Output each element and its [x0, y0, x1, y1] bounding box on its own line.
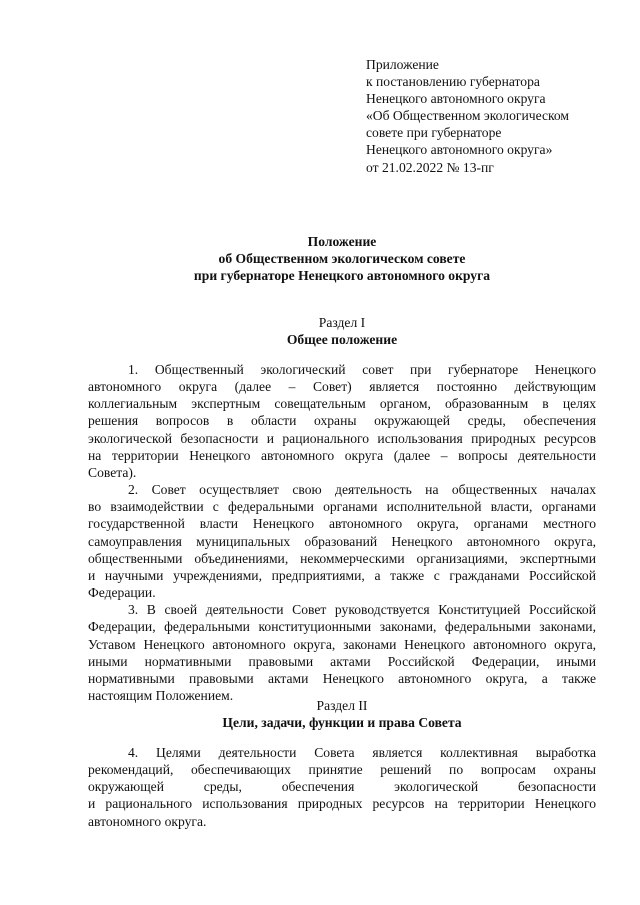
text-line: Совета).: [88, 464, 137, 480]
paragraph-4: [88, 744, 596, 830]
text-line: автономного округа.: [88, 813, 207, 829]
text-line: окружающей среды, обеспечения экологической безопасности: [88, 779, 596, 795]
title-line: Положение: [307, 234, 377, 249]
text-line: Уставом Ненецкого автономного округа, законами Ненецкого автономного округа,: [88, 636, 596, 652]
text-line: 2. Совет осуществляет свою деятельность на общественных началах: [128, 482, 596, 498]
section-2-body: [88, 744, 596, 830]
section-label: Раздел I: [318, 315, 366, 330]
text-line: Федерации.: [88, 585, 156, 601]
text-line: иными нормативными правовыми актами Российской Федерации, иными: [88, 653, 596, 669]
section-label: Раздел II: [316, 698, 368, 713]
section-1-heading: [88, 314, 596, 348]
text-line: самоуправления муниципальных образований Ненецкого автономного округа,: [88, 533, 596, 549]
appendix-header: [366, 56, 616, 176]
paragraph-1: [88, 361, 596, 481]
text-line: экологической безопасности и рационального использования природных ресурсов: [88, 430, 596, 446]
appendix-line: «Об Общественном экологическом: [366, 108, 570, 124]
text-line: во взаимодействии с федеральными органами исполнительной власти, органами: [88, 499, 596, 515]
text-line: на территории Ненецкого автономного округа (далее – вопросы деятельности: [88, 447, 596, 463]
paragraph-3: [88, 601, 596, 704]
appendix-line: Ненецкого автономного округа: [366, 91, 546, 107]
title-line: об Общественном экологическом совете: [218, 251, 466, 267]
appendix-line: совете при губернаторе: [366, 125, 502, 141]
text-line: государственной власти Ненецкого автономного округа, органами местного: [88, 516, 596, 532]
section-name: Общее положение: [286, 332, 398, 348]
text-line: 3. В своей деятельности Совет руководствуется Конституцией Российской: [128, 602, 596, 618]
text-line: 1. Общественный экологический совет при губернаторе Ненецкого: [128, 362, 596, 377]
text-line: нормативными правовыми актами Ненецкого автономного округа, а также: [88, 670, 596, 686]
appendix-line: Приложение: [366, 57, 439, 72]
section-name: Цели, задачи, функции и права Совета: [222, 715, 462, 731]
text-line: решения вопросов в области охраны окружающей среды, обеспечения: [88, 413, 596, 429]
text-line: автономного округа (далее – Совет) является постоянно действующим: [88, 379, 596, 395]
text-line: общественными объединениями, некоммерческими организациями, экспертными: [88, 550, 596, 566]
text-line: настоящим Положением.: [88, 687, 234, 703]
section-1-body: [88, 361, 596, 704]
appendix-line: от 21.02.2022 № 13-пг: [366, 159, 494, 175]
text-line: коллегиальным экспертным совещательным органом, образованным в целях: [88, 396, 596, 412]
appendix-line: к постановлению губернатора: [366, 74, 540, 90]
title-line: при губернаторе Ненецкого автономного округа: [193, 268, 491, 284]
text-line: и рационального использования природных ресурсов на территории Ненецкого: [88, 796, 596, 812]
text-line: и научными учреждениями, предприятиями, а также с гражданами Российской: [88, 567, 596, 583]
appendix-line: Ненецкого автономного округа»: [366, 142, 553, 158]
section-2-heading: [88, 697, 596, 731]
text-line: Федерации, федеральными конституционными законами, федеральными законами,: [88, 619, 596, 635]
text-line: 4. Целями деятельности Совета является коллективная выработка: [128, 745, 596, 760]
document-title: [88, 233, 596, 285]
paragraph-2: [88, 481, 596, 601]
text-line: рекомендаций, обеспечивающих принятие решений по вопросам охраны: [88, 762, 596, 778]
